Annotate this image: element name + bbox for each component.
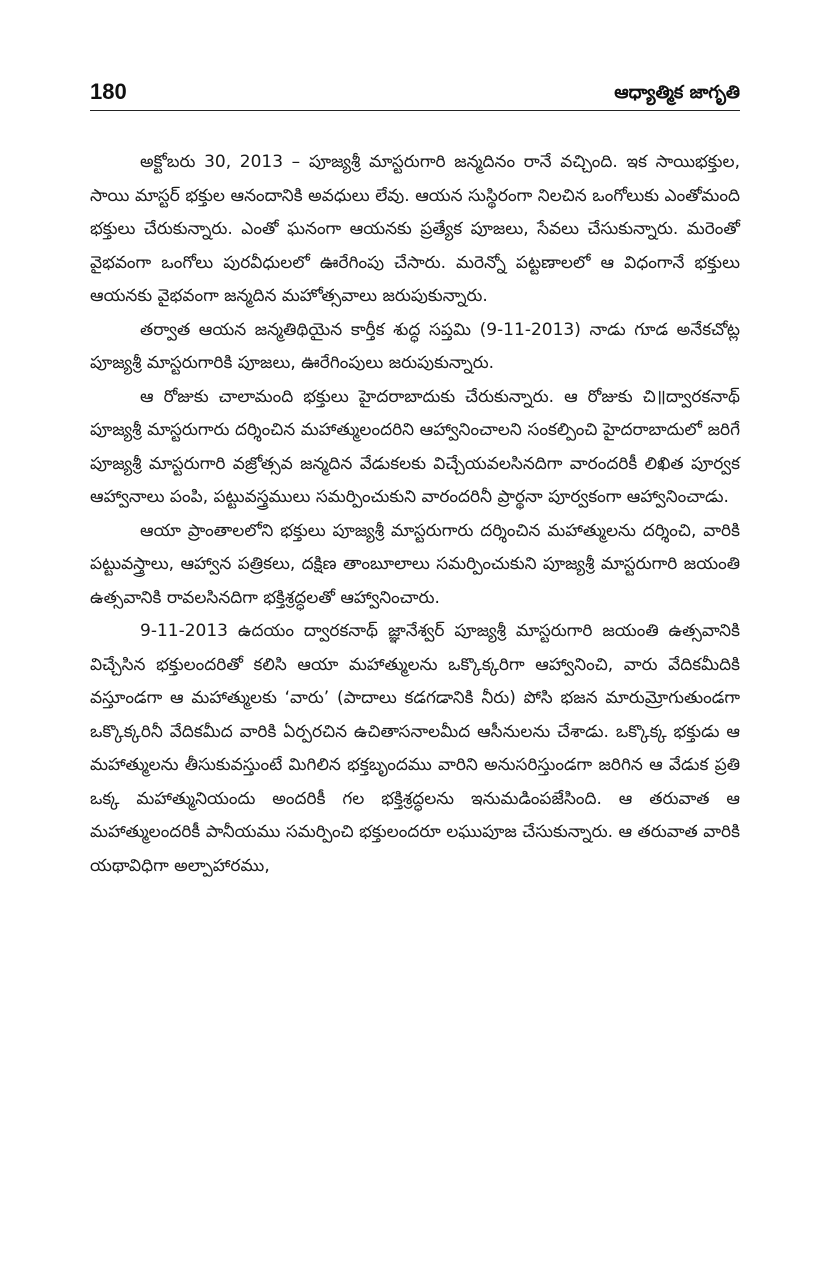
header-divider [90,110,740,111]
paragraph: ఆ రోజుకు చాలామంది భక్తులు హైదరాబాదుకు చేరుకున్నారు. ఆ రోజుకు చి॥ద్వారకనాథ్ పూజ్యశ్రీ మాస్టరుగారు దర్శించిన మహాత్ములందరిని ఆహ్వానించాలని సంకల్పించి హైదరాబాదులో జరిగే పూజ్యశ్రీ మాస్టరుగారి వజ్రోత్సవ జన్మదిన వేడుకలకు విచ్చేయవలసినదిగా వారందరికీ లిఖిత పూర్వక ఆహ్వానాలు పంపి, పట్టువస్త్రములు సమర్పించుకుని వారందరినీ ప్రార్థనా పూర్వకంగా ఆహ్వానించాడు. [90,386,740,507]
paragraph: 9-11-2013 ఉదయం ద్వారకనాథ్ జ్ఞానేశ్వర్ పూజ్యశ్రీ మాస్టరుగారి జయంతి ఉత్సవానికి విచ్చేసిన భక్తులందరితో కలిసి ఆయా మహాత్ములను ఒక్కొక్కరిగా ఆహ్వానించి, వారు వేదికమీదికి వస్తూండగా ఆ మహాత్ములకు ‘వారు’ (పాదాలు కడగడానికి నీరు) పోసి భజన మారుమ్రోగుతుండగా ఒక్కొక్కరినీ వేదికమీద వారికి ఏర్పరచిన ఉచితాసనాలమీద ఆసీనులను చేశాడు. ఒక్కొక్క భక్తుడు ఆ మహాత్ములను తీసుకువస్తుంటే మిగిలిన భక్తబృందము వారిని అనుసరిస్తుండగా జరిగిన ఆ వేడుక ప్రతి ఒక్క మహాత్మునియందు అందరికీ గల భక్తిశ్రద్ధలను ఇనుమడింపజేసింది. ఆ తరువాత ఆ మహాత్ములందరికీ పానీయము సమర్పించి భక్తులందరూ లఘుపూజ చేసుకున్నారు. ఆ తరువాత వారికి యథావిధిగా అల్పాహారము, [90,621,740,876]
paragraph: అక్టోబరు 30, 2013 – పూజ్యశ్రీ మాస్టరుగారి జన్మదినం రానే వచ్చింది. ఇక సాయిభక్తుల, సాయి మాస్టర్ భక్తుల ఆనందానికి అవధులు లేవు. ఆయన సుస్థిరంగా నిలచిన ఒంగోలుకు ఎంతోమంది భక్తులు చేరుకున్నారు. ఎంతో ఘనంగా ఆయనకు ప్రత్యేక పూజలు, సేవలు చేసుకున్నారు. మరెంతో వైభవంగా ఒంగోలు పురవీధులలో ఊరేగింపు చేసారు. మరెన్నో పట్టణాలలో ఆ విధంగానే భక్తులు ఆయనకు వైభవంగా జన్మదిన మహోత్సవాలు జరుపుకున్నారు. [90,152,740,306]
running-title: ఆధ్యాత్మిక జాగృతి [614,82,740,103]
paragraph: తర్వాత ఆయన జన్మతిథియైన కార్తీక శుద్ధ సప్తమి (9-11-2013) నాడు గూడ అనేకచోట్ల పూజ్యశ్రీ మాస్టరుగారికి పూజలు, ఊరేగింపులు జరుపుకున్నారు. [90,319,740,373]
page-body [90,146,740,883]
page-number: 180 [90,79,127,104]
paragraph: ఆయా ప్రాంతాలలోని భక్తులు పూజ్యశ్రీ మాస్టరుగారు దర్శించిన మహాత్ములను దర్శించి, వారికి పట్టువస్త్రాలు, ఆహ్వాన పత్రికలు, దక్షిణ తాంబూలాలు సమర్పించుకుని పూజ్యశ్రీ మాస్టరుగారి జయంతి ఉత్సవానికి రావలసినదిగా భక్తిశ్రద్ధలతో ఆహ్వానించారు. [90,520,740,608]
page-header [90,78,740,108]
